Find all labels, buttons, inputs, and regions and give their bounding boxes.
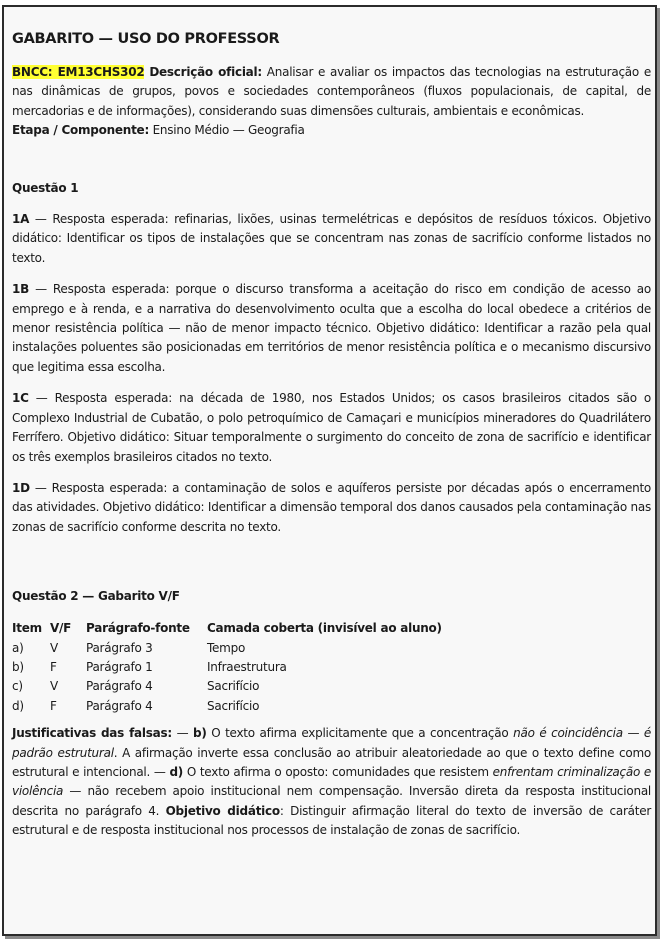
quoted-phrase: não é coincidência — é padrão estrutural (12, 726, 651, 760)
answer-1d (12, 479, 651, 537)
just-text: — (171, 726, 193, 741)
col-header-item: Item (12, 620, 42, 635)
true-false-table (12, 619, 467, 717)
cell-source: Parágrafo 1 (86, 659, 153, 674)
cell-item: a) (12, 640, 24, 655)
question-1-title: Questão 1 (12, 180, 79, 195)
item-d-label: d) (169, 764, 184, 779)
stage-text: Ensino Médio — Geografia (149, 123, 305, 138)
bncc-description (12, 63, 651, 141)
cell-vf: V (50, 640, 58, 655)
table-row (12, 677, 467, 696)
table-header-row (12, 619, 467, 639)
cell-source: Parágrafo 4 (86, 679, 153, 694)
cell-layer: Sacrifício (207, 698, 260, 713)
objective-label: Objetivo didático (165, 803, 280, 818)
answer-1b (12, 280, 651, 377)
cell-vf: F (50, 659, 57, 674)
cell-vf: F (50, 698, 57, 713)
answer-number: 1B (12, 282, 29, 297)
just-text: . A afirmação inverte essa conclusão ao atribuir aleatoriedade ao que o texto define como estrutural e intencional. — (12, 745, 651, 779)
page-title: GABARITO — USO DO PROFESSOR (12, 31, 280, 47)
spacer (12, 549, 651, 587)
stage-label: Etapa / Componente: (12, 123, 149, 138)
cell-item: c) (12, 679, 23, 694)
description-text: Analisar e avaliar os impactos das tecnologias na estruturação e nas dinâmicas de grupos, povos e sociedades contemporâneos (fluxos populacionais, de capital, de mercadorias e de informações), considerando suas dimensões culturais, ambientais e econômicas. (12, 65, 651, 118)
col-header-vf: V/F (50, 620, 72, 635)
spacer (12, 141, 651, 179)
false-justifications (12, 724, 651, 840)
answer-1a (12, 210, 651, 268)
justifications-label: Justificativas das falsas: (12, 726, 172, 741)
answer-number: 1C (12, 391, 29, 406)
answer-number: 1A (12, 212, 30, 227)
table-row (12, 639, 467, 658)
answer-1c (12, 389, 651, 467)
answer-number: 1D (12, 480, 30, 495)
description-label: Descrição oficial: (149, 65, 262, 79)
table-row (12, 658, 467, 677)
answer-text: — Resposta esperada: refinarias, lixões, usinas termelétricas e depósitos de resíduos tóxicos. Objetivo didático: Identificar os tipos de instalações que se concentram nas zonas de sacrifício conforme listados no texto. (12, 212, 651, 265)
just-text: O texto afirma o oposto: comunidades que resistem (183, 764, 493, 779)
item-b-label: b) (193, 726, 207, 741)
cell-layer: Tempo (207, 640, 246, 655)
just-text: — não recebem apoio institucional nem compensação. Inversão direta da resposta institucional descrita no parágrafo 4. (12, 784, 651, 818)
quoted-phrase: enfrentam criminalização e violência (12, 764, 651, 799)
col-header-source: Parágrafo-fonte (86, 620, 190, 635)
answer-text: — Resposta esperada: a contaminação de solos e aquíferos persiste por décadas após o encerramento das atividades. Objetivo didático: Identificar a dimensão temporal dos danos causados pela contaminação nas zonas de sacrifício conforme descrita no texto. (12, 480, 651, 534)
cell-source: Parágrafo 3 (86, 640, 153, 655)
answer-text: — Resposta esperada: na década de 1980, nos Estados Unidos; os casos brasileiros citados são o Complexo Industrial de Cubatão, o polo petroquímico de Camaçari e municípios mineradores do Quadrilátero Ferrífero. Objetivo didático: Situar temporalmente o surgimento do conceito de zona de sacrifício e identificar os três exemplos brasileiros citados no texto. (12, 391, 651, 464)
just-text: O texto afirma explicitamente que a concentração (206, 726, 514, 741)
cell-layer: Infraestrutura (207, 659, 287, 674)
cell-item: d) (12, 698, 24, 713)
just-text: : Distinguir afirmação literal do texto de inversão de caráter estrutural e de resposta institucional nos processos de instalação de zonas de sacrifício. (12, 803, 652, 838)
answer-key-sheet (2, 5, 657, 936)
table-row (12, 697, 467, 716)
cell-source: Parágrafo 4 (86, 698, 153, 713)
cell-vf: V (50, 679, 58, 694)
col-header-layer: Camada coberta (invisível ao aluno) (207, 620, 442, 635)
answer-key-content (12, 29, 651, 841)
cell-layer: Sacrifício (207, 679, 260, 694)
bncc-code-highlight: BNCC: EM13CHS302 (12, 65, 145, 79)
cell-item: b) (12, 659, 24, 674)
answer-text: — Resposta esperada: porque o discurso transforma a aceitação do risco em condição de acesso ao emprego e à renda, e a narrativa do desenvolvimento oculta que a escolha do local obedece a critérios de menor resistência política — não de menor impacto técnico. Objetivo didático: Identificar a razão pela qual instalações poluentes são posicionadas em territórios de menor resistência política e o mecanismo discursivo que legitima essa escolha. (12, 282, 651, 374)
question-2-title: Questão 2 — Gabarito V/F (12, 589, 180, 604)
